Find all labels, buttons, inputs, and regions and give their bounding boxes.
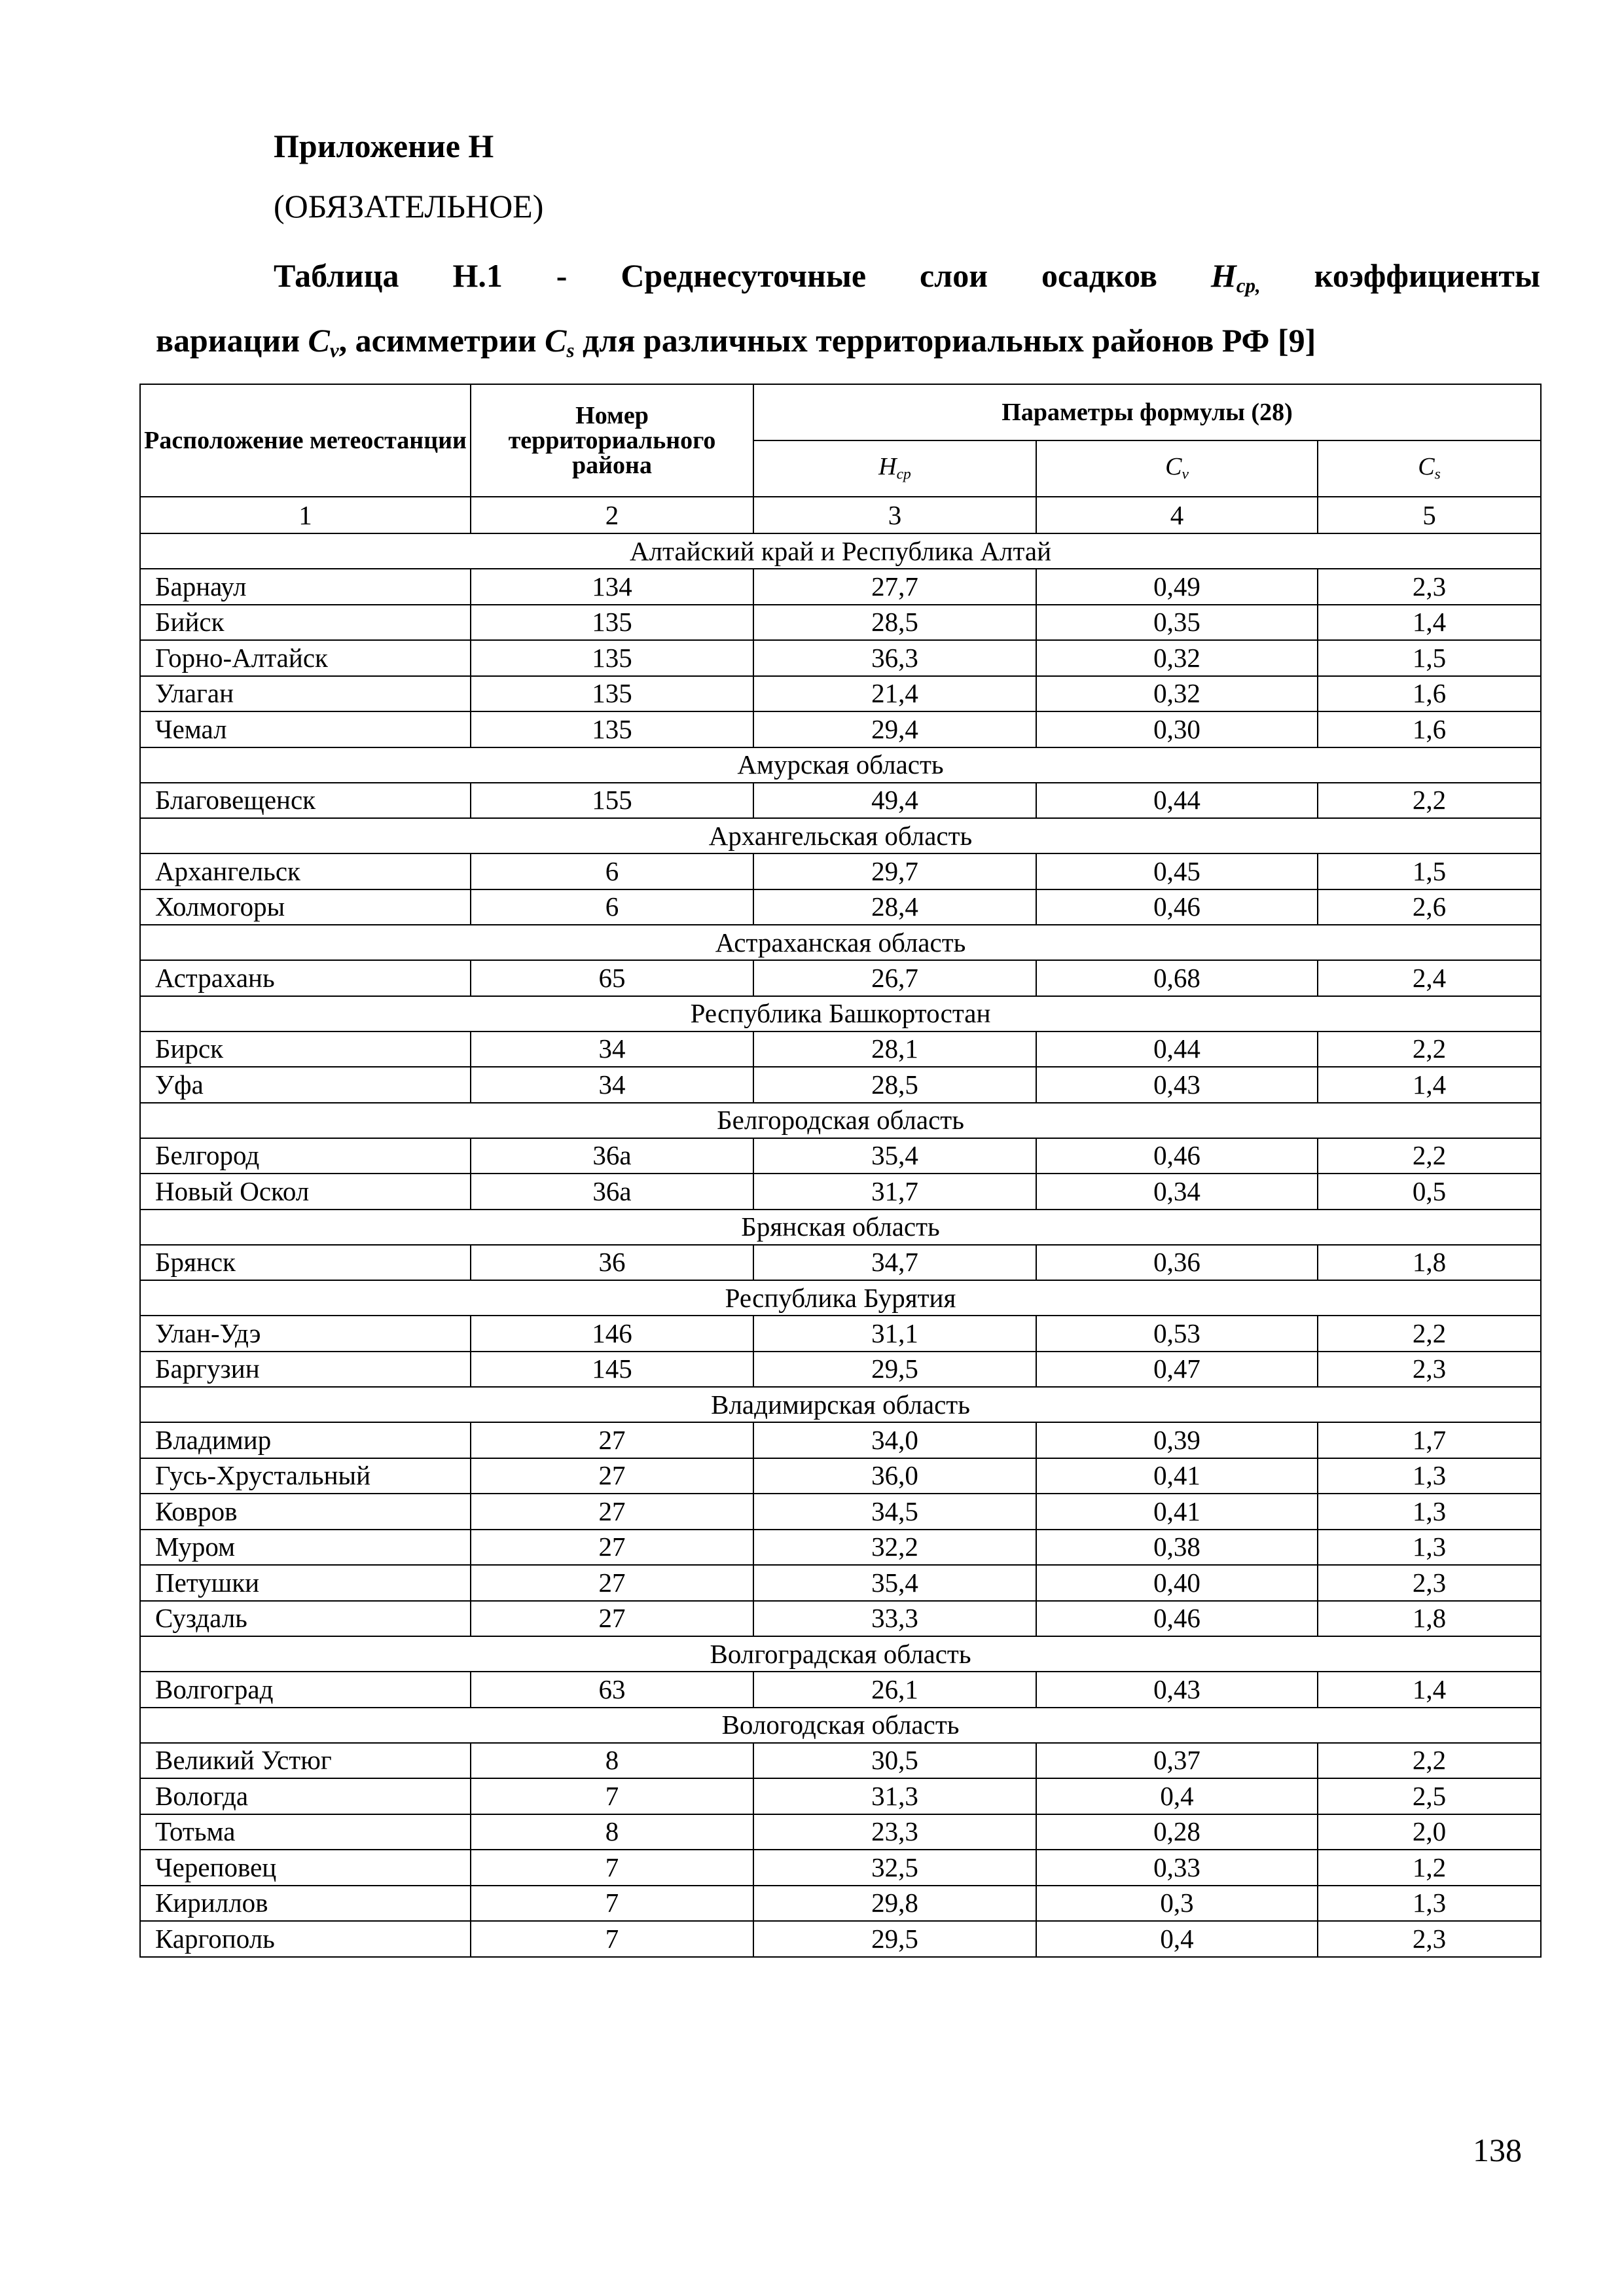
cs-value: 1,4 xyxy=(1318,1067,1541,1103)
region-row xyxy=(140,1103,1541,1138)
cv-value: 0,35 xyxy=(1036,605,1318,641)
cs-value: 1,4 xyxy=(1318,1672,1541,1708)
h-mean-value: 27,7 xyxy=(753,569,1036,605)
table-row xyxy=(140,569,1541,605)
district-number: 135 xyxy=(471,605,753,641)
region-row xyxy=(140,1210,1541,1245)
table-row xyxy=(140,676,1541,712)
table-row xyxy=(140,960,1541,996)
h-mean-value: 36,0 xyxy=(753,1458,1036,1494)
station-name: Брянск xyxy=(140,1245,471,1281)
column-number: 1 xyxy=(140,497,471,533)
cv-value: 0,41 xyxy=(1036,1458,1318,1494)
caption-text: , асимметрии xyxy=(338,322,537,359)
cv-value: 0,46 xyxy=(1036,1601,1318,1637)
station-name: Владимир xyxy=(140,1422,471,1458)
cv-value: 0,49 xyxy=(1036,569,1318,605)
h-mean-value: 34,7 xyxy=(753,1245,1036,1281)
station-name: Бийск xyxy=(140,605,471,641)
h-mean-value: 33,3 xyxy=(753,1601,1036,1637)
table-row xyxy=(140,1601,1541,1637)
header-formula-params: Параметры формулы (28) xyxy=(753,384,1541,440)
cs-value: 1,6 xyxy=(1318,711,1541,747)
cs-value: 1,5 xyxy=(1318,640,1541,676)
cs-value: 1,6 xyxy=(1318,676,1541,712)
station-name: Петушки xyxy=(140,1565,471,1601)
table-row xyxy=(140,711,1541,747)
h-mean-value: 49,4 xyxy=(753,783,1036,819)
h-mean-value: 36,3 xyxy=(753,640,1036,676)
district-number: 8 xyxy=(471,1814,753,1850)
cs-value: 2,6 xyxy=(1318,889,1541,925)
cs-value: 1,3 xyxy=(1318,1530,1541,1566)
station-name: Белгород xyxy=(140,1138,471,1174)
cs-value: 1,8 xyxy=(1318,1245,1541,1281)
region-name: Архангельская область xyxy=(140,818,1541,853)
precipitation-table xyxy=(139,384,1542,1958)
station-name: Чемал xyxy=(140,711,471,747)
region-row xyxy=(140,1708,1541,1743)
district-number: 36а xyxy=(471,1138,753,1174)
district-number: 135 xyxy=(471,711,753,747)
header-cs: $C_s$ xyxy=(1318,440,1541,497)
district-number: 27 xyxy=(471,1422,753,1458)
table-row xyxy=(140,1494,1541,1530)
station-name: Суздаль xyxy=(140,1601,471,1637)
region-name: Вологодская область xyxy=(140,1708,1541,1743)
cs-value: 1,2 xyxy=(1318,1850,1541,1886)
region-row xyxy=(140,747,1541,783)
caption-text: вариации xyxy=(156,322,300,359)
table-row xyxy=(140,1031,1541,1067)
cv-value: 0,30 xyxy=(1036,711,1318,747)
region-row xyxy=(140,1280,1541,1316)
table-row xyxy=(140,1530,1541,1566)
station-name: Холмогоры xyxy=(140,889,471,925)
h-mean-value: 29,8 xyxy=(753,1886,1036,1922)
column-number: 4 xyxy=(1036,497,1318,533)
station-name: Гусь-Хрустальный xyxy=(140,1458,471,1494)
region-row xyxy=(140,996,1541,1031)
district-number: 155 xyxy=(471,783,753,819)
station-name: Благовещенск xyxy=(140,783,471,819)
caption-text-end: для различных территориальных районов РФ [9] xyxy=(583,322,1316,359)
cs-value: 2,4 xyxy=(1318,960,1541,996)
cs-value: 1,7 xyxy=(1318,1422,1541,1458)
column-number: 2 xyxy=(471,497,753,533)
region-row xyxy=(140,925,1541,960)
h-mean-value: 29,5 xyxy=(753,1352,1036,1388)
column-number: 3 xyxy=(753,497,1036,533)
h-mean-value: 31,7 xyxy=(753,1174,1036,1210)
cs-value: 2,3 xyxy=(1318,1352,1541,1388)
district-number: 7 xyxy=(471,1886,753,1922)
cs-value: 1,3 xyxy=(1318,1886,1541,1922)
district-number: 146 xyxy=(471,1316,753,1352)
cv-value: 0,39 xyxy=(1036,1422,1318,1458)
cv-value: 0,28 xyxy=(1036,1814,1318,1850)
district-number: 7 xyxy=(471,1778,753,1814)
cv-value: 0,38 xyxy=(1036,1530,1318,1566)
district-number: 7 xyxy=(471,1850,753,1886)
h-mean-value: 29,5 xyxy=(753,1921,1036,1957)
station-name: Кириллов xyxy=(140,1886,471,1922)
cs-value: 2,3 xyxy=(1318,1565,1541,1601)
table-row xyxy=(140,1565,1541,1601)
table-row xyxy=(140,605,1541,641)
district-number: 135 xyxy=(471,640,753,676)
header-cv: $C_v$ xyxy=(1036,440,1318,497)
cs-value: 1,8 xyxy=(1318,1601,1541,1637)
table-row xyxy=(140,1921,1541,1957)
h-mean-value: 32,5 xyxy=(753,1850,1036,1886)
cv-value: 0,43 xyxy=(1036,1067,1318,1103)
table-body xyxy=(140,533,1541,1957)
station-name: Волгоград xyxy=(140,1672,471,1708)
cs-value: 2,2 xyxy=(1318,1031,1541,1067)
region-name: Алтайский край и Республика Алтай xyxy=(140,533,1541,569)
header-district-number: Номер территориального района xyxy=(471,384,753,497)
h-mean-value: 29,7 xyxy=(753,853,1036,889)
cs-value: 2,2 xyxy=(1318,1743,1541,1779)
appendix-title: Приложение Н xyxy=(274,128,494,164)
region-row xyxy=(140,1387,1541,1422)
station-name: Ковров xyxy=(140,1494,471,1530)
district-number: 34 xyxy=(471,1031,753,1067)
district-number: 145 xyxy=(471,1352,753,1388)
station-name: Каргополь xyxy=(140,1921,471,1957)
cv-value: 0,4 xyxy=(1036,1921,1318,1957)
table-caption-line1 xyxy=(274,259,1540,296)
table-row xyxy=(140,1850,1541,1886)
cv-value: 0,4 xyxy=(1036,1778,1318,1814)
station-name: Череповец xyxy=(140,1850,471,1886)
region-name: Республика Бурятия xyxy=(140,1280,1541,1316)
region-name: Республика Башкортостан xyxy=(140,996,1541,1031)
district-number: 27 xyxy=(471,1530,753,1566)
table-row xyxy=(140,1174,1541,1210)
district-number: 6 xyxy=(471,889,753,925)
district-number: 65 xyxy=(471,960,753,996)
cv-value: 0,44 xyxy=(1036,1031,1318,1067)
cv-value: 0,34 xyxy=(1036,1174,1318,1210)
table-row xyxy=(140,1138,1541,1174)
district-number: 27 xyxy=(471,1494,753,1530)
h-mean-value: 28,5 xyxy=(753,605,1036,641)
table-row xyxy=(140,1245,1541,1281)
h-mean-value: 28,4 xyxy=(753,889,1036,925)
district-number: 8 xyxy=(471,1743,753,1779)
cs-value: 2,2 xyxy=(1318,1138,1541,1174)
cv-value: 0,41 xyxy=(1036,1494,1318,1530)
table-row xyxy=(140,1067,1541,1103)
station-name: Архангельск xyxy=(140,853,471,889)
district-number: 7 xyxy=(471,1921,753,1957)
cv-value: 0,46 xyxy=(1036,1138,1318,1174)
station-name: Вологда xyxy=(140,1778,471,1814)
table-row xyxy=(140,1316,1541,1352)
district-number: 27 xyxy=(471,1458,753,1494)
h-mean-value: 34,0 xyxy=(753,1422,1036,1458)
table-row xyxy=(140,853,1541,889)
cs-value: 0,5 xyxy=(1318,1174,1541,1210)
table-row xyxy=(140,1743,1541,1779)
caption-var-cv: Cv xyxy=(308,322,339,362)
caption-text-end: коэффициенты xyxy=(1314,257,1541,294)
cv-value: 0,45 xyxy=(1036,853,1318,889)
caption-text: Таблица Н.1 - Среднесуточные слои осадков xyxy=(274,257,1157,294)
table-row xyxy=(140,1352,1541,1388)
h-mean-value: 26,7 xyxy=(753,960,1036,996)
region-name: Амурская область xyxy=(140,747,1541,783)
district-number: 135 xyxy=(471,676,753,712)
h-mean-value: 28,1 xyxy=(753,1031,1036,1067)
cv-value: 0,46 xyxy=(1036,889,1318,925)
page-number: 138 xyxy=(1473,2132,1522,2168)
caption-var-h: $H_{ср,}$ xyxy=(1210,257,1261,297)
h-mean-value: 35,4 xyxy=(753,1565,1036,1601)
table-row xyxy=(140,1814,1541,1850)
cv-value: 0,32 xyxy=(1036,640,1318,676)
header-station-location: Расположение метеостанции xyxy=(140,384,471,497)
cv-value: 0,36 xyxy=(1036,1245,1318,1281)
cv-value: 0,43 xyxy=(1036,1672,1318,1708)
cs-value: 2,2 xyxy=(1318,783,1541,819)
station-name: Новый Оскол xyxy=(140,1174,471,1210)
cv-value: 0,37 xyxy=(1036,1743,1318,1779)
cs-value: 1,4 xyxy=(1318,605,1541,641)
cs-value: 1,5 xyxy=(1318,853,1541,889)
header-h-mean: $H_{ср}$ xyxy=(753,440,1036,497)
table-caption-line2 xyxy=(156,324,1316,361)
region-name: Белгородская область xyxy=(140,1103,1541,1138)
cs-value: 2,3 xyxy=(1318,1921,1541,1957)
h-mean-value: 21,4 xyxy=(753,676,1036,712)
cs-value: 2,2 xyxy=(1318,1316,1541,1352)
district-number: 36а xyxy=(471,1174,753,1210)
station-name: Бирск xyxy=(140,1031,471,1067)
h-mean-value: 26,1 xyxy=(753,1672,1036,1708)
cv-value: 0,32 xyxy=(1036,676,1318,712)
h-mean-value: 23,3 xyxy=(753,1814,1036,1850)
cs-value: 2,5 xyxy=(1318,1778,1541,1814)
cv-value: 0,53 xyxy=(1036,1316,1318,1352)
h-mean-value: 30,5 xyxy=(753,1743,1036,1779)
cv-value: 0,33 xyxy=(1036,1850,1318,1886)
region-name: Астраханская область xyxy=(140,925,1541,960)
region-row xyxy=(140,533,1541,569)
h-mean-value: 34,5 xyxy=(753,1494,1036,1530)
station-name: Астрахань xyxy=(140,960,471,996)
district-number: 34 xyxy=(471,1067,753,1103)
station-name: Уфа xyxy=(140,1067,471,1103)
table-row xyxy=(140,1422,1541,1458)
district-number: 63 xyxy=(471,1672,753,1708)
table-row xyxy=(140,1778,1541,1814)
cv-value: 0,40 xyxy=(1036,1565,1318,1601)
station-name: Барнаул xyxy=(140,569,471,605)
station-name: Муром xyxy=(140,1530,471,1566)
caption-var-cs: Cs xyxy=(545,322,575,362)
region-name: Владимирская область xyxy=(140,1387,1541,1422)
station-name: Баргузин xyxy=(140,1352,471,1388)
district-number: 27 xyxy=(471,1565,753,1601)
cv-value: 0,68 xyxy=(1036,960,1318,996)
column-number: 5 xyxy=(1318,497,1541,533)
h-mean-value: 31,1 xyxy=(753,1316,1036,1352)
district-number: 134 xyxy=(471,569,753,605)
h-mean-value: 35,4 xyxy=(753,1138,1036,1174)
cv-value: 0,44 xyxy=(1036,783,1318,819)
region-name: Волгоградская область xyxy=(140,1636,1541,1672)
station-name: Тотьма xyxy=(140,1814,471,1850)
cv-value: 0,47 xyxy=(1036,1352,1318,1388)
cs-value: 1,3 xyxy=(1318,1458,1541,1494)
region-name: Брянская область xyxy=(140,1210,1541,1245)
region-row xyxy=(140,1636,1541,1672)
region-row xyxy=(140,818,1541,853)
district-number: 27 xyxy=(471,1601,753,1637)
table-row xyxy=(140,1886,1541,1922)
table-row xyxy=(140,640,1541,676)
district-number: 36 xyxy=(471,1245,753,1281)
station-name: Улан-Удэ xyxy=(140,1316,471,1352)
appendix-subtitle: (ОБЯЗАТЕЛЬНОЕ) xyxy=(274,188,544,224)
station-name: Улаган xyxy=(140,676,471,712)
table-row xyxy=(140,1672,1541,1708)
h-mean-value: 31,3 xyxy=(753,1778,1036,1814)
station-name: Великий Устюг xyxy=(140,1743,471,1779)
h-mean-value: 29,4 xyxy=(753,711,1036,747)
cs-value: 2,0 xyxy=(1318,1814,1541,1850)
district-number: 6 xyxy=(471,853,753,889)
h-mean-value: 32,2 xyxy=(753,1530,1036,1566)
table-row xyxy=(140,783,1541,819)
cs-value: 2,3 xyxy=(1318,569,1541,605)
table-row xyxy=(140,889,1541,925)
h-mean-value: 28,5 xyxy=(753,1067,1036,1103)
table-row xyxy=(140,1458,1541,1494)
cv-value: 0,3 xyxy=(1036,1886,1318,1922)
cs-value: 1,3 xyxy=(1318,1494,1541,1530)
station-name: Горно-Алтайск xyxy=(140,640,471,676)
